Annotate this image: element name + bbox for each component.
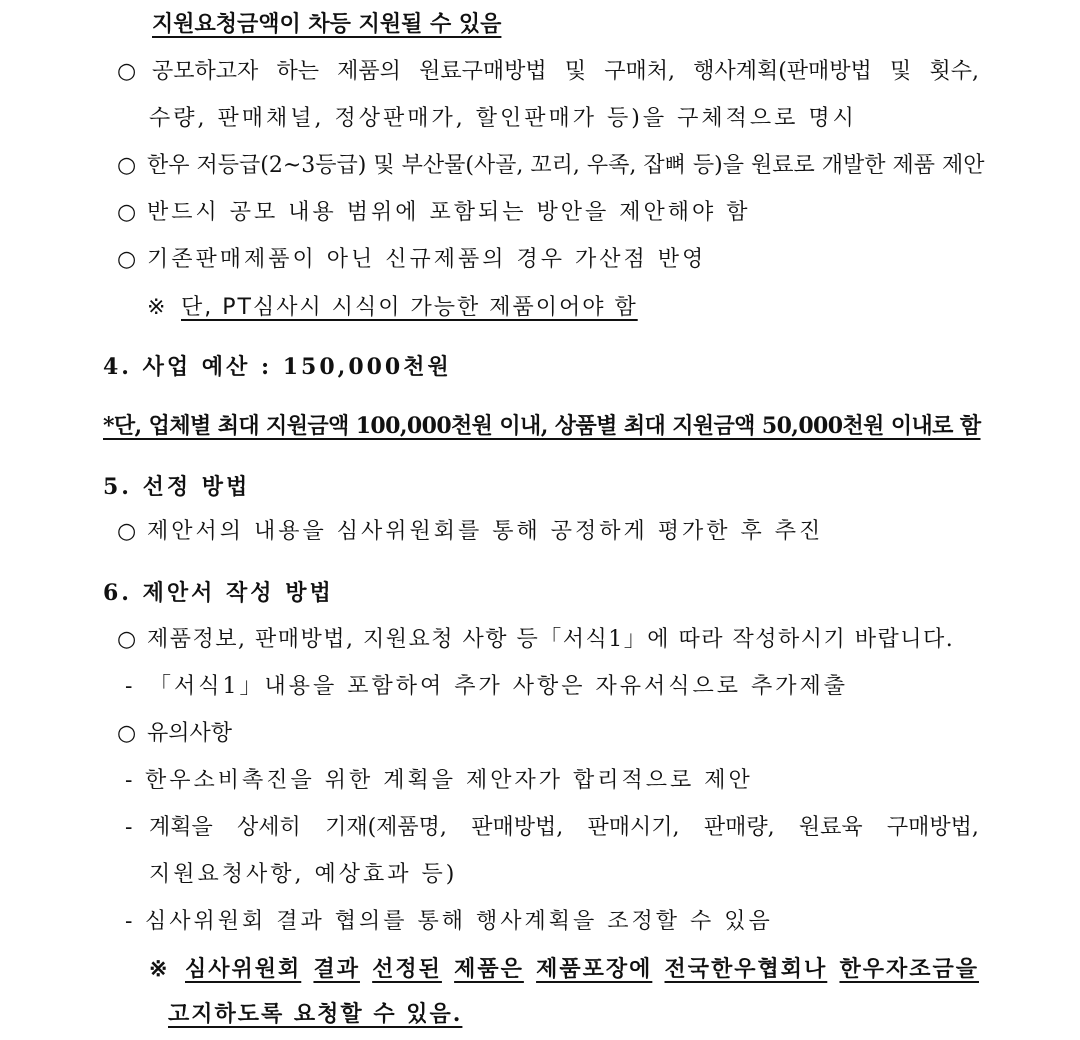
item-text: 유의사항 bbox=[147, 721, 233, 746]
item-text: 반드시 공모 내용 범위에 포함되는 방안을 제안해야 함 bbox=[147, 200, 751, 225]
word: 결과 bbox=[313, 956, 360, 982]
tasting-note bbox=[147, 293, 638, 323]
circle-bullet: ○ bbox=[117, 627, 137, 652]
word: 판매시기, bbox=[587, 815, 680, 840]
word: 계획을 bbox=[149, 815, 213, 840]
word: 구매방법, bbox=[886, 815, 979, 840]
word: 원료구매방법 bbox=[419, 59, 547, 84]
word: 제품포장에 bbox=[536, 956, 653, 982]
list-item-bonus bbox=[117, 245, 706, 275]
dash-bullet: - bbox=[125, 768, 133, 793]
section-heading-selection: 5. 선정 방법 bbox=[103, 474, 251, 500]
list-item-product-plan-cont: 수량, 판매채널, 정상판매가, 할인판매가 등)을 구체적으로 명시 bbox=[149, 106, 857, 131]
word: 심사위원회 bbox=[185, 956, 302, 982]
word: 행사계획(판매방법 bbox=[693, 59, 872, 84]
sub-item-detail bbox=[125, 813, 979, 843]
word: 판매량, bbox=[703, 815, 775, 840]
dash-bullet: - bbox=[125, 909, 133, 934]
list-item-form bbox=[117, 625, 954, 655]
final-note bbox=[149, 954, 979, 984]
word: 하는 bbox=[276, 59, 319, 84]
sub-item-adjust bbox=[125, 907, 773, 937]
word: 상세히 bbox=[237, 815, 301, 840]
list-item-low-grade bbox=[117, 151, 984, 181]
list-item-product-plan bbox=[117, 57, 979, 87]
item-text: 한우 저등급(2~3등급) 및 부산물(사골, 꼬리, 우족, 잡뼈 등)을 원료로 개발한 제품 제안 bbox=[147, 153, 985, 178]
note-text: 단, PT심사시 시식이 가능한 제품이어야 함 bbox=[181, 295, 638, 320]
word: 한우자조금을 bbox=[839, 956, 979, 982]
word: 및 bbox=[564, 59, 587, 84]
word: 및 bbox=[890, 59, 912, 84]
circle-bullet: ○ bbox=[117, 153, 137, 178]
list-item-scope bbox=[117, 198, 751, 228]
item-text: 제품정보, 판매방법, 지원요청 사항 등「서식1」에 따라 작성하시기 바랍니다. bbox=[147, 627, 955, 652]
word: 기재(제품명, bbox=[325, 815, 447, 840]
list-item-evaluation bbox=[117, 517, 823, 547]
word: 횟수, bbox=[929, 59, 979, 84]
word: 구매처, bbox=[604, 59, 676, 84]
reference-mark: ※ bbox=[149, 956, 170, 982]
word: 판매방법, bbox=[471, 815, 564, 840]
item-text: 「서식1」내용을 포함하여 추가 사항은 자유서식으로 추가제출 bbox=[149, 674, 849, 699]
sub-item-additional bbox=[125, 672, 848, 702]
budget-limit-note: *단, 업체별 최대 지원금액 100,000천원 이내, 상품별 최대 지원금액 50,000천원 이내로 함 bbox=[103, 413, 981, 439]
sub-item-detail-cont: 지원요청사항, 예상효과 등) bbox=[149, 862, 458, 887]
word: 전국한우협회나 bbox=[664, 956, 828, 982]
dash-bullet: - bbox=[125, 674, 133, 699]
circle-bullet: ○ bbox=[117, 721, 137, 746]
final-note-cont: 고지하도록 요청할 수 있음. bbox=[168, 1001, 463, 1027]
circle-bullet: ○ bbox=[117, 200, 137, 225]
word: 원료육 bbox=[798, 815, 863, 840]
list-item-notes bbox=[117, 719, 232, 749]
reference-mark: ※ bbox=[147, 295, 166, 320]
word: 제품의 bbox=[337, 59, 401, 84]
circle-bullet: ○ bbox=[117, 247, 137, 272]
word: 제품은 bbox=[454, 956, 524, 982]
section-heading-budget: 4. 사업 예산 : 150,000천원 bbox=[103, 354, 452, 380]
item-text: 제안서의 내용을 심사위원회를 통해 공정하게 평가한 후 추진 bbox=[147, 519, 824, 544]
word: 공모하고자 bbox=[152, 59, 259, 84]
item-text: 한우소비촉진을 위한 계획을 제안자가 합리적으로 제안 bbox=[145, 768, 753, 793]
circle-bullet: ○ bbox=[117, 519, 137, 544]
word: 선정된 bbox=[372, 956, 442, 982]
circle-bullet: ○ bbox=[117, 59, 137, 84]
dash-bullet: - bbox=[125, 815, 133, 840]
item-text: 기존판매제품이 아닌 신규제품의 경우 가산점 반영 bbox=[147, 247, 707, 272]
section-heading-proposal: 6. 제안서 작성 방법 bbox=[103, 580, 334, 606]
item-text: 심사위원회 결과 협의를 통해 행사계획을 조정할 수 있음 bbox=[145, 909, 773, 934]
support-note-line: 지원요청금액이 차등 지원될 수 있음 bbox=[152, 11, 502, 37]
sub-item-promotion bbox=[125, 766, 753, 796]
